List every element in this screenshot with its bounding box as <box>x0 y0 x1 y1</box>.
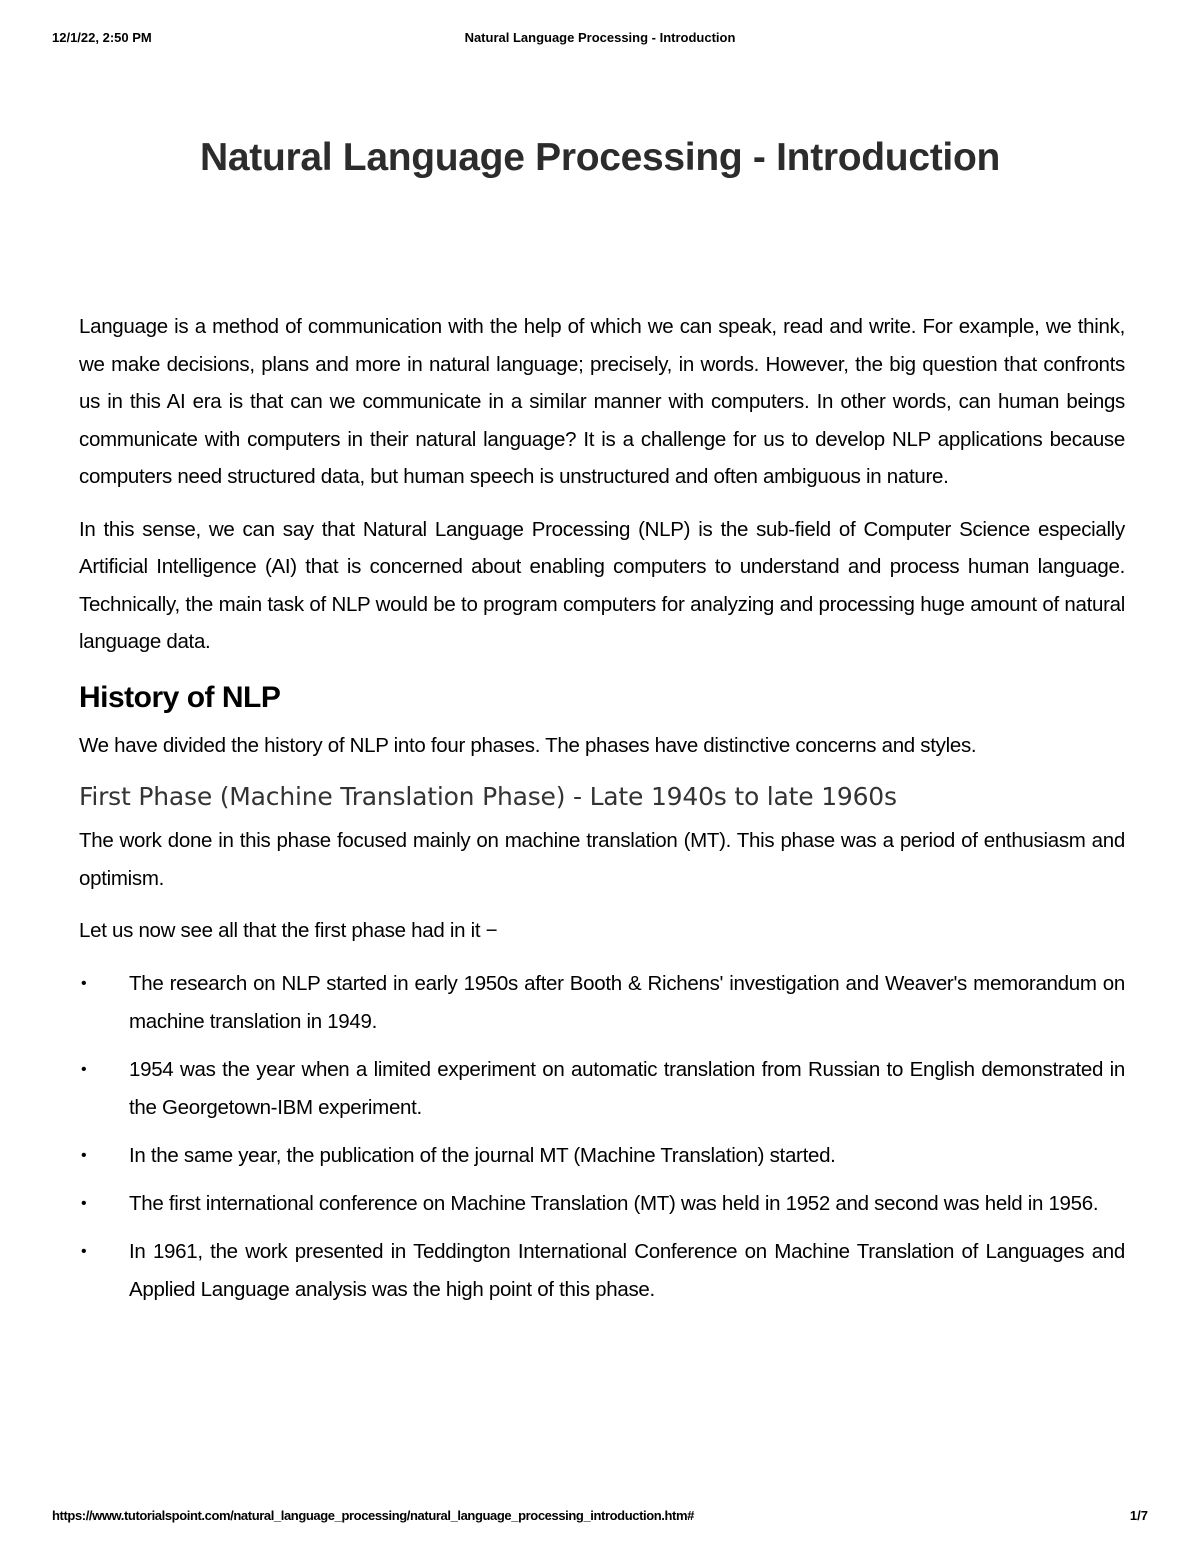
print-footer <box>52 1508 1148 1526</box>
bullet-icon: • <box>81 1060 87 1078</box>
list-item-text: In 1961, the work presented in Teddington International Conference on Machine Translation of Languages and Applied Language analysis was the high point of this phase. <box>129 1239 1125 1301</box>
history-heading: History of NLP <box>79 680 281 714</box>
print-header <box>52 30 1148 48</box>
first-phase-paragraph-1: The work done in this phase focused mainly on machine translation (MT). This phase was a period of enthusiasm and optimism. <box>79 829 1125 890</box>
intro-paragraph-2: In this sense, we can say that Natural Language Processing (NLP) is the sub-field of Computer Science especially Artificial Intelligence (AI) that is concerned about enabling computers to understand and process human language. Technically, the main task of NLP would be to program computers for analyzing and processing huge amount of natural language data. <box>79 517 1125 653</box>
article-body <box>79 308 1125 1319</box>
list-item-text: The first international conference on Machine Translation (MT) was held in 1952 and second was held in 1956. <box>129 1191 1099 1215</box>
history-intro-paragraph: We have divided the history of NLP into four phases. The phases have distinctive concerns and styles. <box>79 733 977 757</box>
page-title: Natural Language Processing - Introduction <box>200 136 1000 179</box>
page-number: 1/7 <box>1129 1508 1148 1523</box>
print-doc-title: Natural Language Processing - Introduction <box>464 30 736 45</box>
bullet-icon: • <box>81 1242 87 1260</box>
list-item-text: The research on NLP started in early 1950s after Booth & Richens' investigation and Weaver's memorandum on machine translation in 1949. <box>129 971 1125 1033</box>
print-datetime: 12/1/22, 2:50 PM <box>52 30 152 45</box>
list-item <box>79 1185 1125 1223</box>
list-item-text: In the same year, the publication of the journal MT (Machine Translation) started. <box>129 1143 836 1167</box>
intro-paragraph-1: Language is a method of communication with the help of which we can speak, read and write. For example, we think, we make decisions, plans and more in natural language; precisely, in words. However, the big question that confronts us in this AI era is that can we communicate in a similar manner with computers. In other words, can human beings communicate with computers in their natural language? It is a challenge for us to develop NLP applications because computers need structured data, but human speech is unstructured and often ambiguous in nature. <box>79 315 1125 488</box>
first-phase-list <box>79 965 1125 1309</box>
bullet-icon: • <box>81 1146 87 1164</box>
list-item <box>79 1137 1125 1175</box>
first-phase-paragraph-2: Let us now see all that the first phase had in it − <box>79 919 498 942</box>
list-item-text: 1954 was the year when a limited experiment on automatic translation from Russian to English demonstrated in the Georgetown-IBM experiment. <box>129 1057 1125 1119</box>
bullet-icon: • <box>81 974 87 992</box>
bullet-icon: • <box>81 1194 87 1212</box>
first-phase-heading: First Phase (Machine Translation Phase) - Late 1940s to late 1960s <box>79 782 897 811</box>
list-item <box>79 965 1125 1041</box>
list-item <box>79 1051 1125 1127</box>
list-item <box>79 1233 1125 1309</box>
print-url: https://www.tutorialspoint.com/natural_language_processing/natural_language_processing_introduction.htm# <box>52 1508 694 1523</box>
